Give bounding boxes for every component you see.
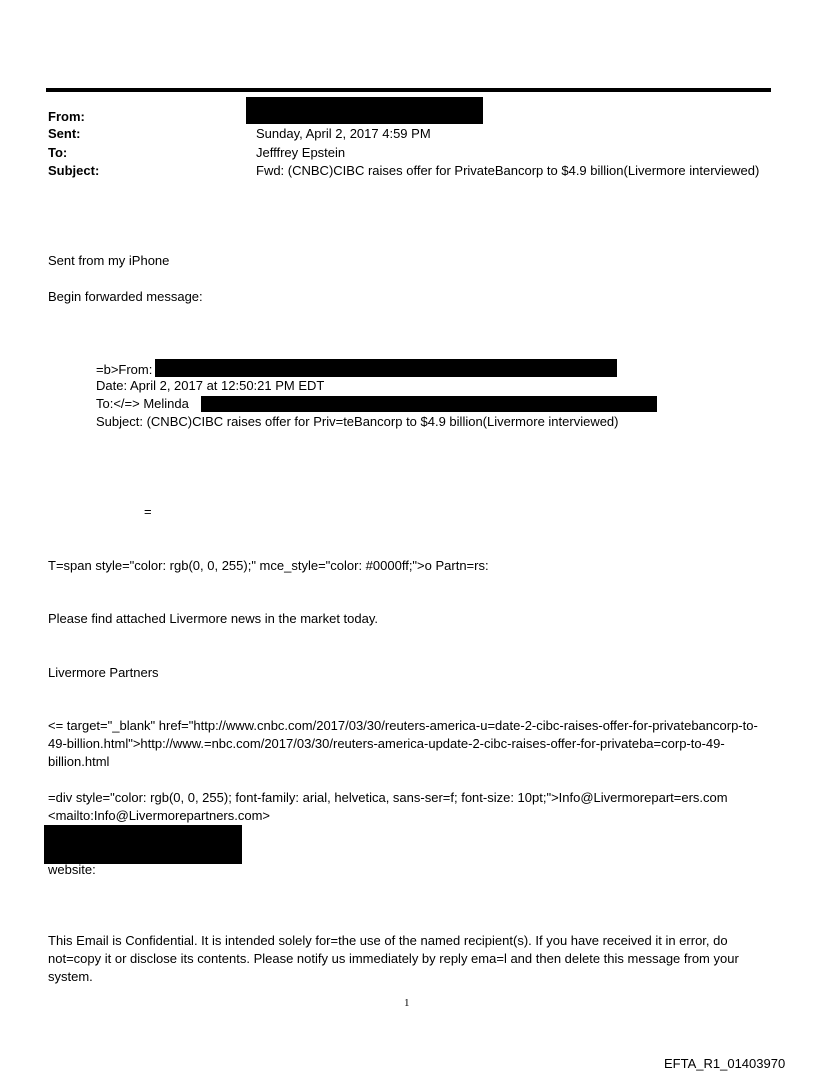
span-line: T=span style="color: rgb(0, 0, 255);" mce_style="color: #0000ff;">o Partn=rs: xyxy=(48,558,489,573)
confidential-notice: This Email is Confidential. It is intended solely for=the use of the named recipient(s). If you have received it in error, do not=copy it or disclose its contents. Please notify us immediately by reply ema=l and then delete this message from your system. xyxy=(48,933,739,984)
subject-value: Fwd: (CNBC)CIBC raises offer for PrivateBancorp to $4.9 billion(Livermore interviewed) xyxy=(256,163,760,178)
redacted-fwd-from xyxy=(155,359,617,377)
subject-label: Subject: xyxy=(48,163,100,178)
from-label: From: xyxy=(48,109,85,124)
livermore-partners: Livermore Partners xyxy=(48,665,159,680)
fwd-date: Date: April 2, 2017 at 12:50:21 PM EDT xyxy=(96,378,325,393)
redacted-from-address xyxy=(246,97,483,124)
sent-from-iphone: Sent from my iPhone xyxy=(48,253,170,268)
website-label: website: xyxy=(48,862,96,877)
to-label: To: xyxy=(48,145,68,160)
begin-forwarded: Begin forwarded message: xyxy=(48,289,203,304)
link-paragraph: <= target="_blank" href="http://www.cnbc.com/2017/03/30/reuters-america-u=date-2-cibc-raises-offer-for-privatebancorp-to-49-billion.html">http://www.=nbc.com/2017/03/30/reuters-america-update-2-cibc-raises-offer-for-privateba=corp-to-49-billion.html xyxy=(48,718,758,769)
div-paragraph: =div style="color: rgb(0, 0, 255); font-family: arial, helvetica, sans-ser=f; font-size: 10pt;">Info@Livermorepart=ers.com <mailto:Info@Livermorepartners.com> xyxy=(48,790,728,823)
sent-label: Sent: xyxy=(48,126,81,141)
bates-number: EFTA_R1_01403970 xyxy=(664,1056,786,1071)
header-rule xyxy=(46,88,771,92)
sent-value: Sunday, April 2, 2017 4:59 PM xyxy=(256,126,431,141)
fwd-subject: Subject: (CNBC)CIBC raises offer for Priv=teBancorp to $4.9 billion(Livermore interviewed) xyxy=(96,414,619,429)
equals-sign: = xyxy=(144,504,152,519)
redacted-fwd-to xyxy=(201,396,657,412)
fwd-from: =b>From: xyxy=(96,362,153,377)
to-value: Jefffrey Epstein xyxy=(256,145,346,160)
redacted-block xyxy=(44,825,242,864)
fwd-to: To:</=> Melinda xyxy=(96,396,189,411)
please-find: Please find attached Livermore news in the market today. xyxy=(48,611,378,626)
page-number: 1 xyxy=(404,997,410,1009)
